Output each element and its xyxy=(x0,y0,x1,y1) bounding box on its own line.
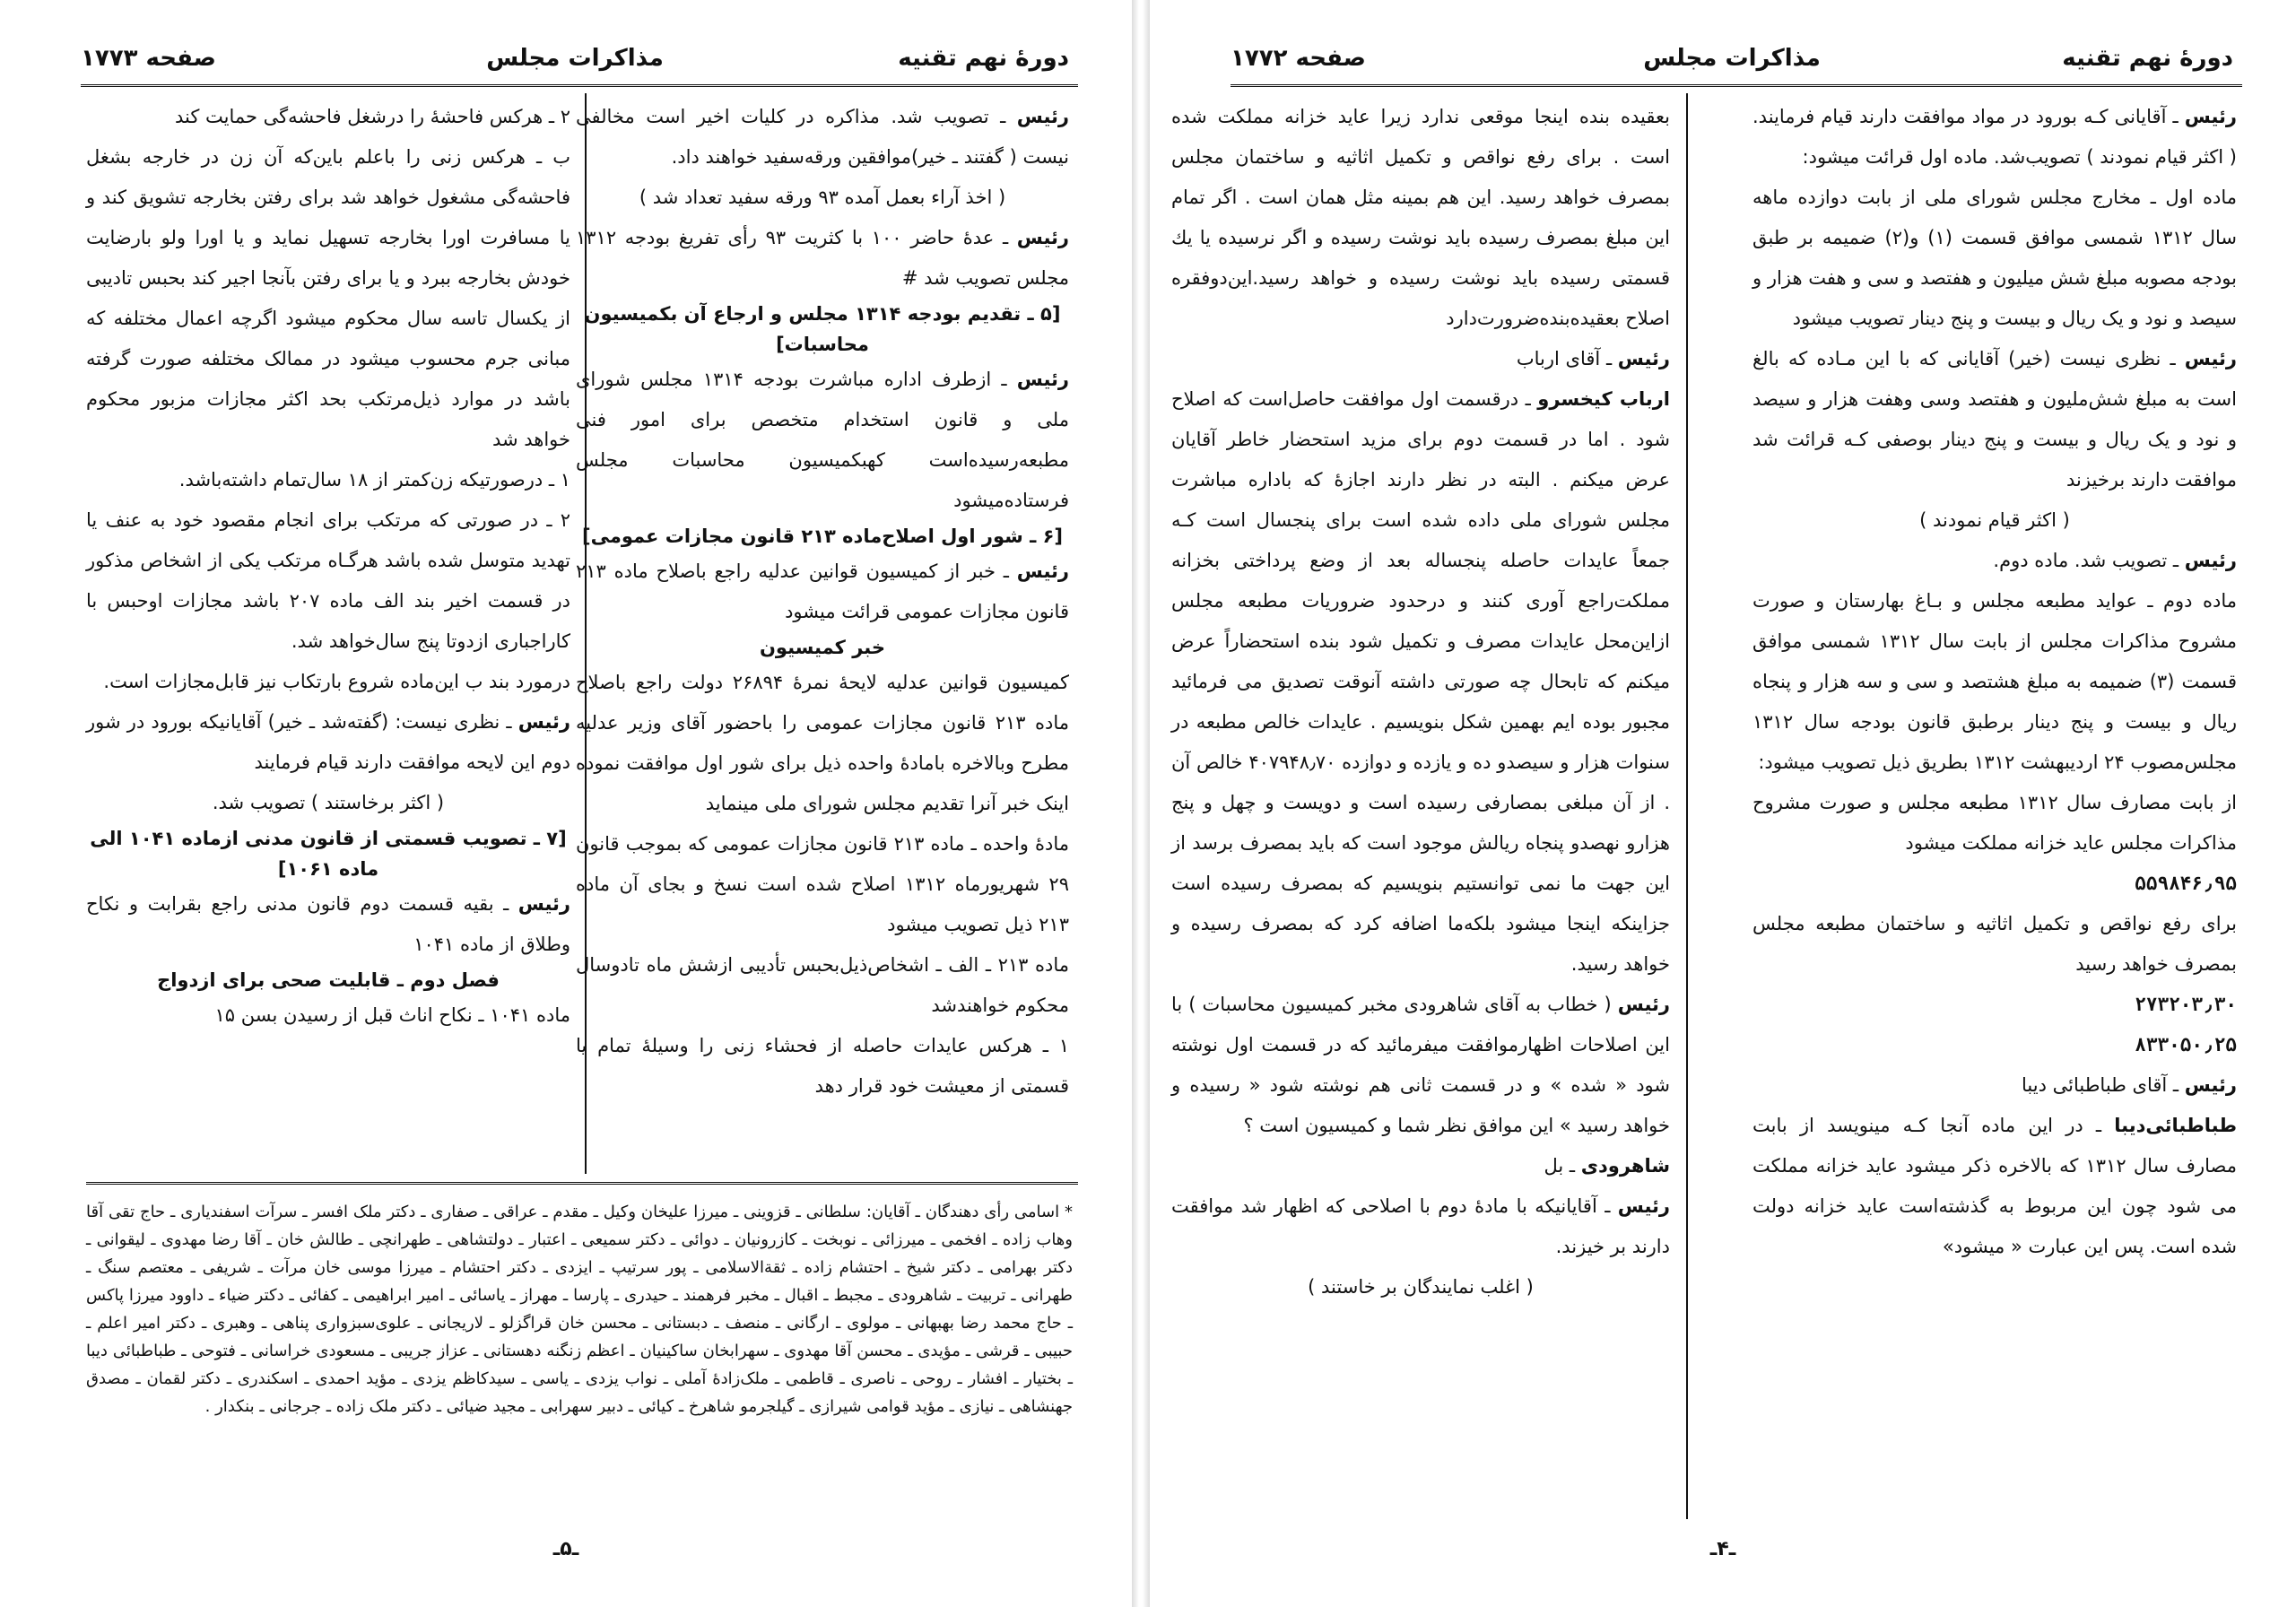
speech-text: ـ نظری نیست (خیر) آقایانی که با این مـاده که بالغ است به مبلغ شش‌ملیون و هفتصد وسی وهفت هزار و سیصد و نود و یک ریال و بیست و پنج دینار بوصفی کـه قرائت شد موافقت دارند برخیزند xyxy=(1752,348,2237,491)
amount-line: ۸۳۳۰۵۰٫۲۵ xyxy=(2135,1034,2237,1055)
speech-text: ـ درقسمت اول موافقت حاصل‌است که اصلاح شود . اما در قسمت دوم برای مزید استحضار خاطر آقایان عرض میکنم . البته در نظر دارند اجازهٔ که باداره مباشرت مجلس شورای ملی داده شده است برای پنجسال است کـه جمعاً عایدات حاصله پنجساله بعد از وضع پرداختی بخزانه مملکت‌راجع آوری کنند و درحدود ضروریات مطبعه مجلس ازاین‌محل عایدات مصرف و تکمیل شود بنده استحضاراً عرض میکنم که تابحال چه صورتی داشته آنوقت تصدیق می فرمائید مجبور بوده ایم بهمین شکل بنویسیم . عایدات خالص مطبعه در سنوات هزار و سیصدو ده و یازده و دوازده ۴۰۷۹۴۸٫۷۰ خالص آن . از آن مبلغی بمصارفی رسیده است و دویست و چهل و پنج هزارو نهصدو پنجاه ریالش موجود است که باید بمصرف برسد از این جهت ما نمی توانستیم بنویسیم که بمصرف رسیده است جزاینکه اینجا میشود بلکه‌ما اضافه کرد که بمصرف رسیده و خواهد رسید. xyxy=(1171,388,1670,975)
speech-text: ـ آقایانی کـه بورود در مواد موافقت دارند قیام فرمایند. ( اکثر قیام نمودند ) تصویب‌شد. ماده اول قرائت میشود: xyxy=(1752,106,2237,168)
speaker-name: طباطبائی‌دیبا xyxy=(2114,1115,2237,1136)
speaker-name: رئیس xyxy=(1617,994,1670,1015)
speaker-name: ارباب کیخسرو xyxy=(1537,388,1670,410)
amount-line: ۵۵۹۸۴۶٫۹۵ xyxy=(2135,873,2237,894)
speaker-paragraph xyxy=(1171,379,1670,985)
speaker-paragraph xyxy=(1752,97,2237,178)
speaker-paragraph xyxy=(1171,1146,1670,1186)
speech-text: ـ بقیه قسمت دوم قانون مدنی راجع بقرابت و نکاح وطلاق از ماده ۱۰۴۱ xyxy=(86,893,570,955)
body-paragraph: ۲ ـ هرکس فاحشهٔ را درشغل فاحشه‌گی حمایت کند xyxy=(174,106,570,127)
body-paragraph: ماده ۱۰۴۱ ـ نکاح اناث قبل از رسیدن بسن ۱۵ xyxy=(214,1004,570,1026)
speaker-paragraph xyxy=(86,884,570,965)
journal-title: مذاکرات مجلس xyxy=(1643,45,1821,72)
speaker-name: رئیس xyxy=(1016,369,1069,390)
column-divider xyxy=(1686,93,1688,1519)
speaker-paragraph xyxy=(1171,985,1670,1146)
header-rule xyxy=(81,84,1078,87)
speaker-paragraph xyxy=(1171,1186,1670,1267)
centered-note: ( اکثر قیام نمودند ) xyxy=(1919,509,2070,531)
left-page xyxy=(0,0,1132,1607)
body-paragraph: کمیسیون قوانین عدلیه لایحهٔ نمرهٔ ۲۶۸۹۴ دولت راجع باصلاح ماده ۲۱۳ قانون مجازات عمومی را باحضور آقای وزیر عدلیه مطرح وبالاخره بامادهٔ واحده ذیل برای شور اول موافقت نموده اینک خبر آنرا تقدیم مجلس شورای ملی مینماید xyxy=(576,672,1069,814)
footnote-text: * اسامی رأی دهندگان ـ آقایان: سلطانی ـ قزوینی ـ میرزا علیخان وکیل ـ مقدم ـ عراقی ـ صفاری ـ دکتر ملک افسر ـ سرآت اسفندیاری ـ حاج تقی آقا وهاب زاده ـ افخمی ـ میرزائی ـ نوبخت ـ کازرونیان ـ دوائی ـ دکتر سمیعی ـ اعتبار ـ دولتشاهی ـ طهرانچی ـ طالش خان ـ آقا رضا مهدوی ـ لیقوانی ـ دکتر بهرامی ـ دکتر شیخ ـ احتشام زاده ـ ثقةالاسلامی ـ پور سرتیپ ـ ایزدی ـ دکتر احتشام ـ میرزا موسی خان مرآت ـ شریفی ـ معتصم سنگ ـ طهرانی ـ تربیت ـ شاهرودی ـ مجبط ـ اقبال ـ مخبر فرهمند ـ حیدری ـ پارسا ـ مهراز ـ یاسائی ـ امیر ابراهیمی ـ کفائی ـ دکتر ضیاء ـ داوود میرزا پاکس ـ حاج محمد رضا بهبهانی ـ مولوی ـ ارگانی ـ منصف ـ دبستانی ـ محسن خان قراگزلو ـ لاریجانی ـ علوی‌سبزواری پناهی ـ وهبری ـ دکتر امیر اعلم ـ حبیبی ـ قرشی ـ مؤیدی ـ محسن آقا مهدوی ـ سهرابخان ساکینیان ـ اعظم زنگنه دهستانی ـ عزاز جریبی ـ مسعودی خراسانی ـ فتوحی ـ طباطبائی دیبا ـ بختیار ـ افشار ـ روحی ـ ناصری ـ قاطمی ـ ملک‌زادهٔ آملی ـ نواب یزدی ـ یاسی ـ سیدکاظم یزدی ـ مؤید احمدی ـ اسکندری ـ دکتر لقمان ـ مصدق جهنشاهی ـ نیازی ـ مؤید قوامی شیرازی ـ گیلجرمو شاهرخ ـ کیائی ـ دبیر سهرابی ـ مجید ضیائی ـ دکتر ملک زاده ـ جرجانی ـ بنکدار . xyxy=(86,1203,1073,1416)
body-paragraph: ۱ ـ هرکس عایدات حاصله از فحشاء زنی را وسیلهٔ تمام یا قسمتی از معیشت خود قرار دهد xyxy=(576,1035,1069,1097)
speech-text: ـ تصویب شد. مذاکره در کلیات اخیر است مخالفی نیست ( گفتند ـ خیر)موافقین ورقه‌سفید خواهند داد. xyxy=(576,106,1069,168)
speaker-name: رئیس xyxy=(1016,227,1069,248)
speech-text: ـ عدهٔ حاضر ۱۰۰ با کثریت ۹۳ رأی تفریغ بودجه ۱۳۱۲ مجلس تصویب شد # xyxy=(576,227,1069,289)
section-heading: [۶ ـ شور اول اصلاح‌ماده ۲۱۳ قانون مجازات عمومی] xyxy=(581,526,1064,547)
page-label: صفحه ۱۷۷۳ xyxy=(81,45,216,72)
right-page-right-column xyxy=(1752,97,2237,1496)
speaker-name: رئیس xyxy=(2184,1074,2237,1096)
amount-line: ۲۷۳۲۰۳٫۳۰ xyxy=(2135,994,2237,1015)
voter-names-footnote xyxy=(86,1198,1073,1420)
body-paragraph: برای رفع نواقص و تکمیل اثاثیه و ساختمان مطبعه مجلس بمصرف خواهد رسید xyxy=(1752,913,2237,975)
speaker-name: رئیس xyxy=(2184,348,2237,369)
body-paragraph: مادهٔ واحده ـ ماده ۲۱۳ قانون مجازات عمومی که بموجب قانون ۲۹ شهریورماه ۱۳۱۲ اصلاح شده است نسخ و بجای آن ماده ۲۱۳ ذیل تصویب میشود xyxy=(576,833,1069,935)
centered-note: ( اکثر برخاستند ) تصویب شد. xyxy=(212,792,445,813)
footnote-rule xyxy=(86,1182,1078,1185)
speaker-paragraph xyxy=(1752,339,2237,500)
speech-text: ـ آقایانیکه با مادهٔ دوم با اصلاحی که اظهار شد موافقت دارند بر خیزند. xyxy=(1171,1195,1670,1257)
speech-text: ـ آقای طباطبائی دیبا xyxy=(2022,1074,2185,1096)
speech-text: ـ نظری نیست: (گفته‌شد ـ خیر) آقایانیکه بورود در شور دوم این لایحه موافقت دارند قیام فرمایند xyxy=(86,711,570,773)
centered-note: ( اخذ آراء بعمل آمده ۹۳ ورقه سفید تعداد شد ) xyxy=(639,187,1006,208)
speaker-name: رئیس xyxy=(517,711,570,733)
speaker-name: رئیس xyxy=(1617,1195,1670,1217)
page-number: ـ۵ـ xyxy=(552,1538,579,1560)
speaker-paragraph xyxy=(576,552,1069,632)
speech-text: ـ آقای ارباب xyxy=(1516,348,1618,369)
left-page-left-column xyxy=(86,97,570,1173)
speech-text: ـ خبر از کمیسیون قوانین عدلیه راجع باصلاح ماده ۲۱۳ قانون مجازات عمومی قرائت میشود xyxy=(576,560,1069,622)
speaker-paragraph xyxy=(86,702,570,783)
page-number: ـ۴ـ xyxy=(1709,1538,1736,1560)
speech-text: ـ بل xyxy=(1544,1155,1581,1177)
left-page-header xyxy=(81,39,1069,81)
speaker-name: شاهرودی xyxy=(1580,1155,1670,1177)
body-paragraph: ماده ۲۱۳ ـ الف ـ اشخاص‌ذیل‌بحبس تأدیبی ازشش ماه تادوسال محکوم خواهندشد xyxy=(576,954,1069,1016)
speaker-name: رئیس xyxy=(517,893,570,915)
speaker-name: رئیس xyxy=(2184,106,2237,127)
speaker-name: رئیس xyxy=(1617,348,1670,369)
body-paragraph: ب ـ هرکس زنی را باعلم باین‌که آن زن در خارجه بشغل فاحشه‌گی مشغول خواهد شد برای رفتن بخارجه تشویق کند و یا مسافرت اورا بخارجه تسهیل نماید و یا اورا ولو بارضایت خودش بخارجه ببرد و یا برای رفتن بآنجا اجیر کند بحبس تادیبی از یکسال تاسه سال محکوم میشود اگرچه اعمال مختلفه که مبانی جرم محسوب میشود در ممالک مختلفه صورت گرفته باشد در موارد ذیل‌مرتکب بحد اکثر مجازات مزبور محکوم خواهد شد xyxy=(86,146,570,450)
centered-note: ( اغلب نمایندگان بر خاستند ) xyxy=(1308,1276,1534,1298)
speaker-paragraph xyxy=(1171,339,1670,379)
body-paragraph: از بابت مصارف سال ۱۳۱۲ مطبعه مجلس و صورت مشروح مذاکرات مجلس عاید خزانه مملکت میشود xyxy=(1752,792,2237,854)
right-page-left-column xyxy=(1171,97,1670,1496)
speaker-paragraph xyxy=(1752,1065,2237,1106)
speech-text: ( خطاب به آقای شاهرودی مخبر کمیسیون محاسبات ) با این اصلاحات اظهارموافقت میفرمائید که در قسمت اول نوشته شود « شده » و در قسمت ثانی هم نوشته شود « رسیده و خواهد رسید » این موافق نظر شما و کمیسیون است ؟ xyxy=(1171,994,1670,1136)
journal-title: مذاکرات مجلس xyxy=(486,45,664,72)
speaker-name: رئیس xyxy=(1016,106,1069,127)
book-gutter xyxy=(1132,0,1150,1607)
speaker-paragraph xyxy=(576,218,1069,299)
speaker-name: رئیس xyxy=(1016,560,1069,582)
right-page-header xyxy=(1231,39,2233,81)
body-paragraph: بعقیده بنده اینجا موقعی ندارد زیرا عاید خزانه مملکت شده است . برای رفع نواقص و تکمیل اثاثیه و ساختمان مجلس بمصرف خواهد رسید. این هم بمینه مثل همان است . اگر تمام این مبلغ بمصرف رسیده باید نوشت رسیده و اگر نرسیده یا یك قسمتی رسیده باید نوشت رسیده و خواهد رسید.این‌دوفقره اصلاح بعقیده‌بنده‌ضرورت‌دارد xyxy=(1171,106,1670,329)
speaker-paragraph xyxy=(576,360,1069,521)
speaker-paragraph xyxy=(576,97,1069,178)
body-paragraph: درمورد بند ب این‌ماده شروع بارتکاب نیز قابل‌مجازات است. xyxy=(103,671,570,692)
session-label: دورهٔ نهم تقنیه xyxy=(2062,45,2233,72)
section-heading: [۵ ـ تقدیم بودجه ۱۳۱۴ مجلس و ارجاع آن بکمیسیون محاسبات] xyxy=(584,303,1061,355)
header-rule xyxy=(1231,84,2242,87)
body-paragraph: ماده دوم ـ عواید مطبعه مجلس و بـاغ بهارستان و صورت مشروح مذاکرات مجلس از بابت سال ۱۳۱۲ شمسی موافق قسمت (۳) ضمیمه به مبلغ هشتصد و سی و سه هزار و پنجاه ریال و بیست و پنج دینار برطبق قانون بودجه سال ۱۳۱۲ مجلس‌مصوب ۲۴ اردیبهشت ۱۳۱۲ بطریق ذیل تصویب میشود: xyxy=(1752,590,2238,773)
page-label: صفحه ۱۷۷۲ xyxy=(1231,45,1366,72)
speech-text: ـ ازطرف اداره مباشرت بودجه ۱۳۱۴ مجلس شورای ملی و قانون استخدام متخصص برای امور فنی مطبعه‌رسیده‌است کهبکمیسیون محاسبات مجلس فرستاده‌میشود xyxy=(576,369,1069,511)
body-paragraph: ۱ ـ درصورتیکه زن‌کمتر از ۱۸ سال‌تمام داشته‌باشد. xyxy=(178,469,570,491)
section-heading: [۷ ـ تصویب قسمتی از قانون مدنی ازماده ۱۰۴۱ الی ماده ۱۰۶۱] xyxy=(90,828,567,880)
session-label: دورهٔ نهم تقنیه xyxy=(898,45,1069,72)
section-heading: خبر کمیسیون xyxy=(760,637,885,658)
body-paragraph: ماده اول ـ مخارج مجلس شورای ملی از بابت دوازده ماهه سال ۱۳۱۲ شمسی موافق قسمت (۱) و(۲) ضمیمه بر طبق بودجه مصوبه مبلغ شش میلیون و هفتصد و سی و هفت هزار و سیصد و نود و یک ریال و بیست و پنج دینار تصویب میشود xyxy=(1752,187,2238,329)
speech-text: ـ تصویب شد. ماده دوم. xyxy=(1993,550,2185,571)
right-page xyxy=(1150,0,2296,1607)
speaker-paragraph xyxy=(1752,541,2237,581)
section-heading: فصل دوم ـ قابلیت صحی برای ازدواج xyxy=(157,969,500,991)
speaker-name: رئیس xyxy=(2184,550,2237,571)
left-page-right-column xyxy=(576,97,1069,1173)
speaker-paragraph xyxy=(1752,1106,2237,1267)
column-divider xyxy=(585,93,587,1174)
body-paragraph: ۲ ـ در صورتی که مرتکب برای انجام مقصود خود به عنف یا تهدید متوسل شده باشد هرگـاه مرتکب یکی از اشخاص مذکور در قسمت اخیر بند الف ماده ۲۰۷ باشد مجازات اوحبس با کاراجباری ازدوتا پنج سال‌خواهد شد. xyxy=(86,509,570,652)
speech-text: ـ در این ماده آنجا کـه مینویسد از بابت مصارف سال ۱۳۱۲ که بالاخره ذکر میشود عاید خزانه مملکت می شود چون این مربوط به گذشته‌است عاید خزانه دولت شده است. پس این عبارت « میشود» xyxy=(1752,1115,2238,1257)
